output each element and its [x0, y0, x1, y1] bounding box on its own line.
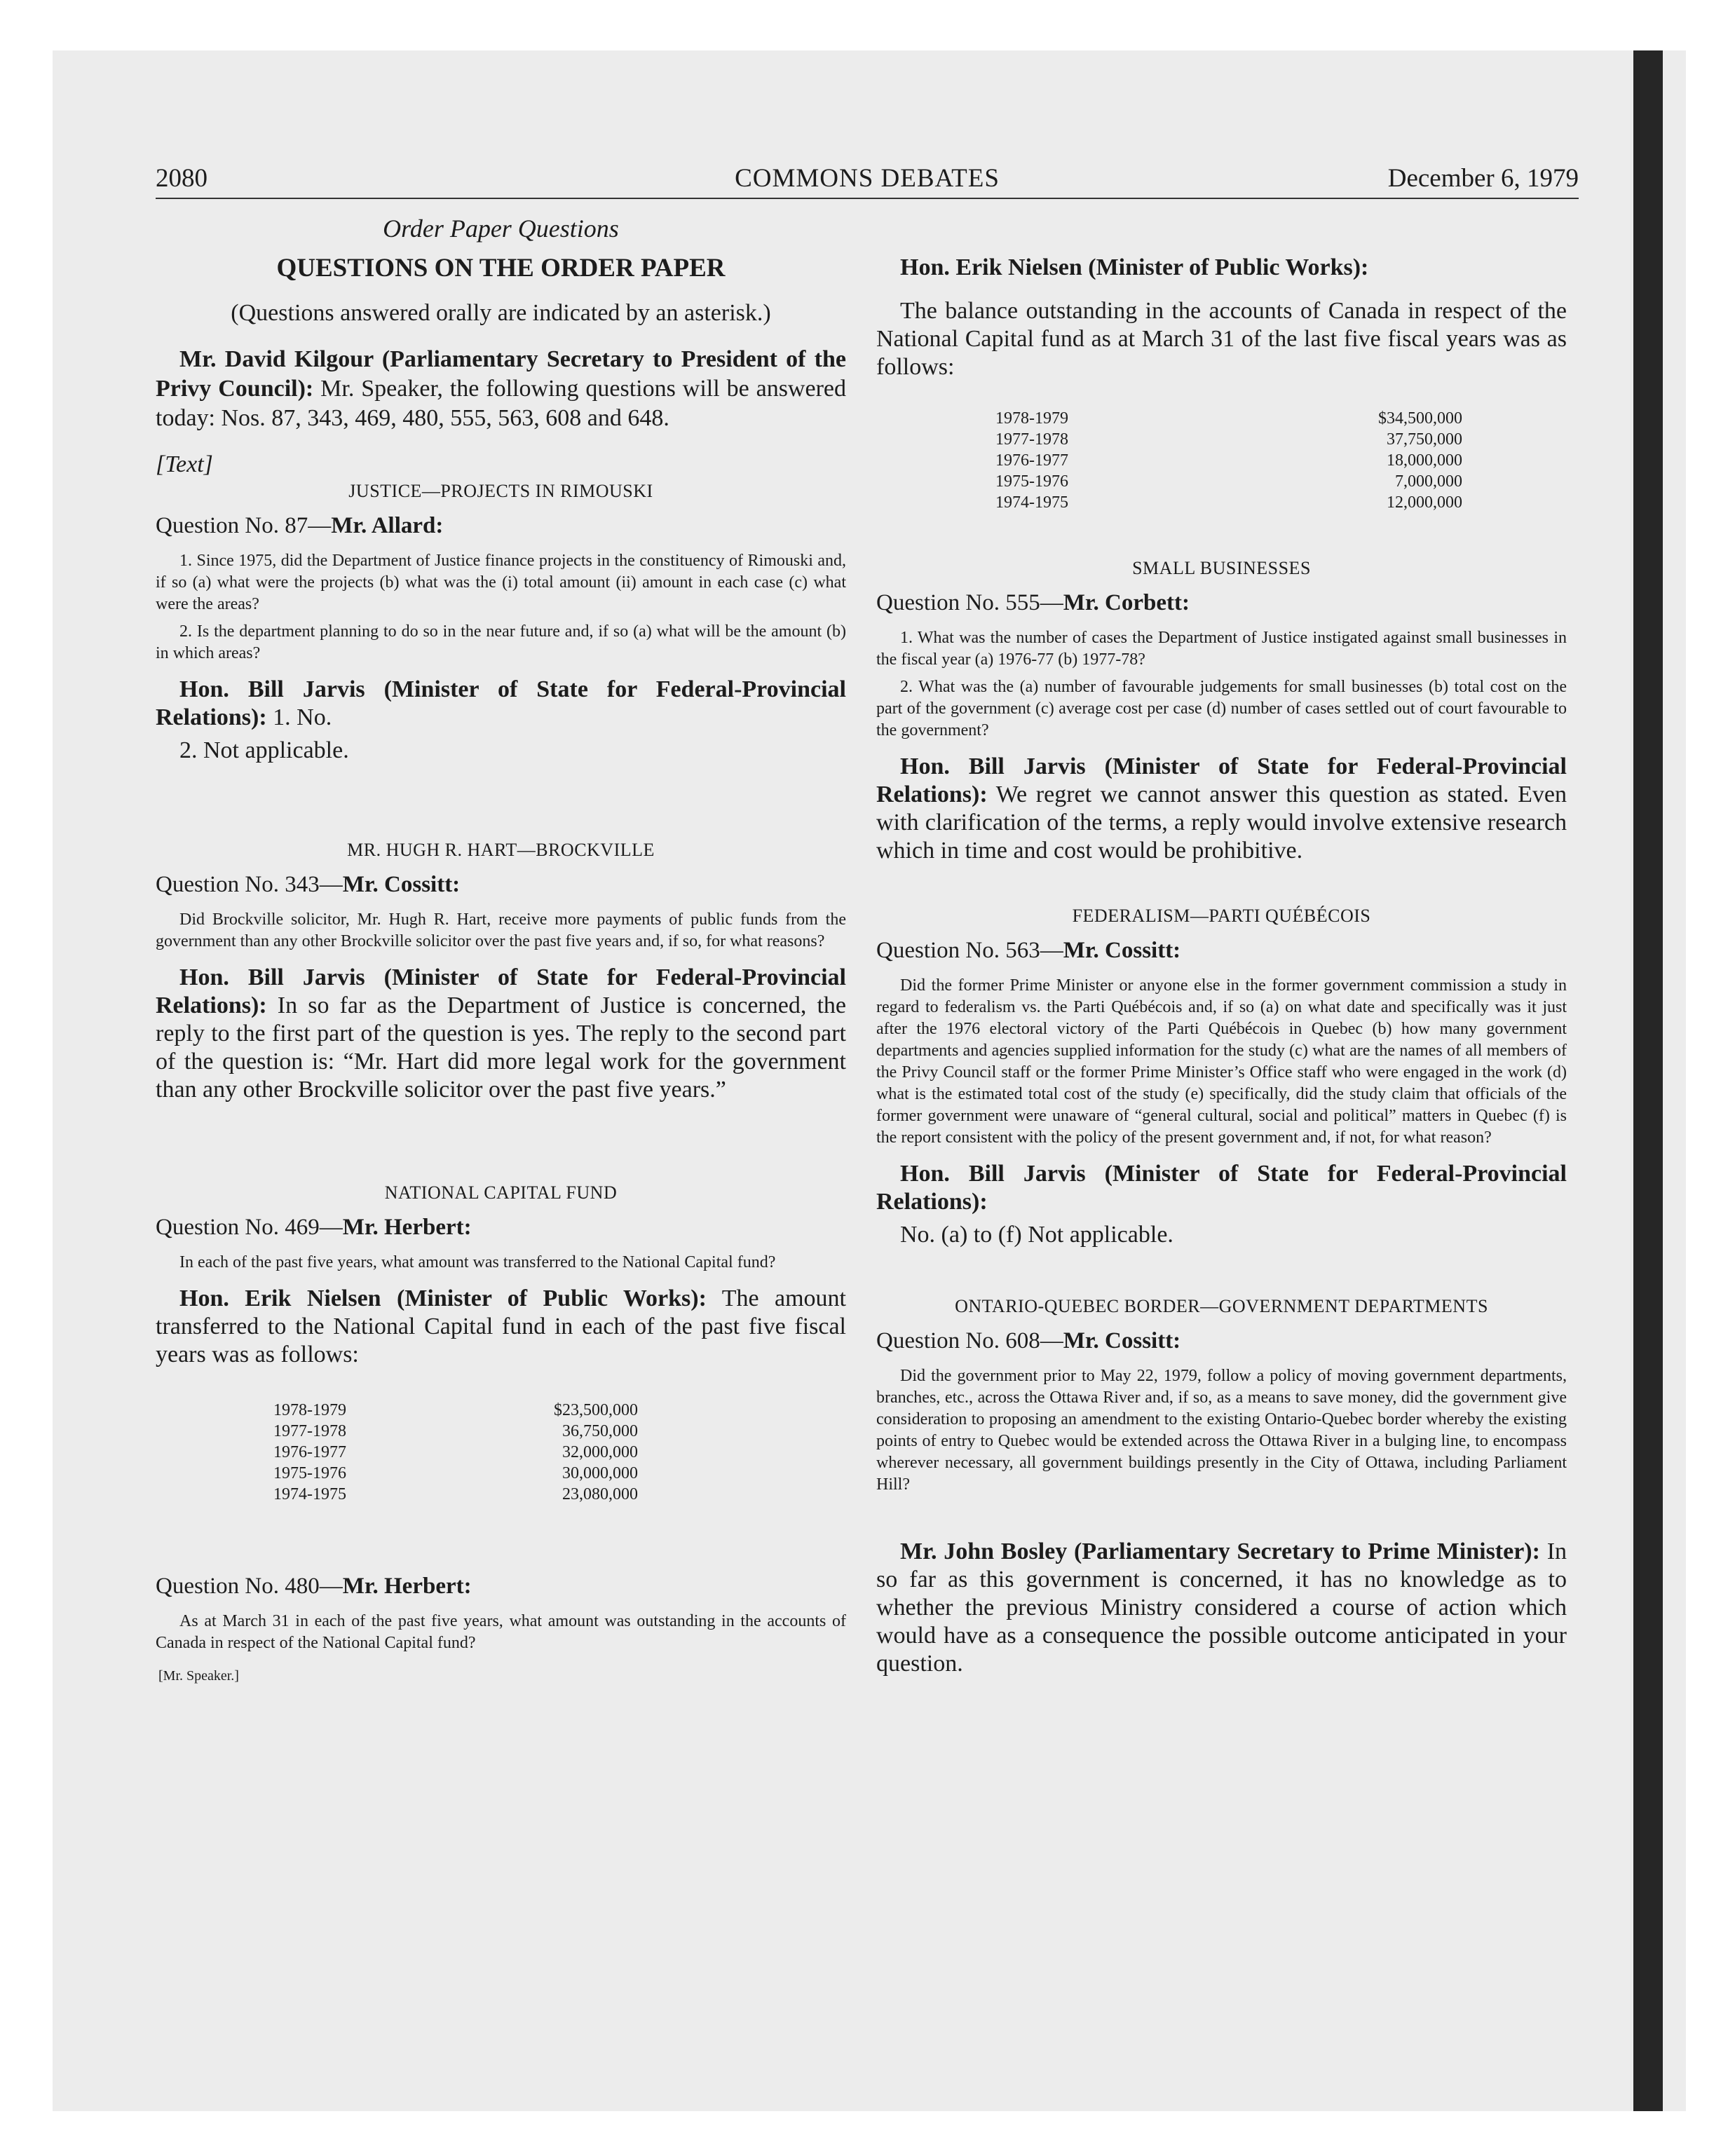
page-number: 2080 — [156, 164, 207, 193]
table-row — [273, 1463, 638, 1484]
table-cell-year: 1974-1975 — [995, 493, 1068, 512]
answer-speaker: Hon. Erik Nielsen (Minister of Public Works): — [900, 254, 1369, 280]
question-heading — [156, 1574, 846, 1599]
asterisk-note: (Questions answered orally are indicated by an asterisk.) — [231, 300, 771, 326]
speaker-tag: [Mr. Speaker.] — [158, 1668, 239, 1684]
answer-text: We regret we cannot answer this question as stated. Even with clarification of the terms, a reply would involve extensive research which in time and cost would be prohibitive. — [876, 782, 1567, 864]
answer-paragraph — [876, 1160, 1567, 1216]
table-row — [273, 1400, 638, 1421]
subject-heading: JUSTICE—PROJECTS IN RIMOUSKI — [348, 481, 653, 501]
table-row — [273, 1484, 638, 1505]
section-italic-heading: Order Paper Questions — [383, 214, 619, 243]
table-row — [995, 429, 1462, 450]
answer-text: 2. Not applicable. — [179, 737, 349, 763]
question-text: 2. Is the department planning to do so in the near future and, if so (a) what will be the amount (b) in which areas? — [156, 622, 846, 662]
table-cell-amount: 37,750,000 — [1387, 430, 1462, 449]
table-row — [995, 408, 1462, 429]
subject-heading: NATIONAL CAPITAL FUND — [384, 1182, 618, 1203]
question-asker: Mr. Allard: — [331, 513, 444, 538]
subject-heading: MR. HUGH R. HART—BROCKVILLE — [347, 840, 655, 860]
answer-text: The amount transferred to the National Capital fund in each of the past five fiscal years was as follows: — [156, 1285, 846, 1367]
table-cell-amount: 32,000,000 — [562, 1443, 638, 1461]
intro-paragraph — [156, 345, 846, 433]
answer-text: In so far as the Department of Justice is concerned, the reply to the first part of the question is yes. The reply to the second part of the question is: “Mr. Hart did more legal work for the government than any other Brockville solicitor over the past five years.” — [156, 992, 846, 1103]
intro-text: Mr. Speaker, the following questions will be answered today: Nos. 87, 343, 469, 480, 555, 563, 608 and 648. — [156, 376, 846, 431]
left-column — [156, 214, 846, 1684]
table-cell-amount: 23,080,000 — [562, 1485, 638, 1503]
question-asker: Mr. Herbert: — [342, 1215, 472, 1240]
question-heading — [156, 1215, 846, 1241]
question-text: As at March 31 in each of the past five years, what amount was outstanding in the accounts of Canada in respect of the National Capital fund? — [156, 1612, 846, 1652]
question-label: Question No. 555— — [876, 590, 1063, 615]
table-row — [273, 1442, 638, 1463]
fund-table — [273, 1400, 638, 1505]
question-heading — [876, 938, 1567, 964]
answer-paragraph — [156, 1285, 846, 1369]
table-cell-year: 1978-1979 — [273, 1401, 346, 1419]
question-asker: Mr. Herbert: — [342, 1574, 472, 1599]
answer-paragraph — [876, 753, 1567, 865]
table-cell-amount: $23,500,000 — [554, 1401, 638, 1419]
answer-speaker: Hon. Bill Jarvis (Minister of State for Federal-Provincial Relations): — [156, 676, 846, 730]
question-asker: Mr. Corbett: — [1063, 590, 1190, 615]
table-cell-year: 1977-1978 — [273, 1422, 346, 1440]
right-column — [876, 254, 1567, 1678]
table-cell-amount: $34,500,000 — [1378, 409, 1462, 428]
question-text: In each of the past five years, what amount was transferred to the National Capital fund? — [179, 1253, 776, 1271]
page-date: December 6, 1979 — [1387, 164, 1579, 193]
question-label: Question No. 87— — [156, 513, 332, 538]
text-tag: [Text] — [156, 451, 213, 477]
question-asker: Mr. Cossitt: — [1063, 938, 1181, 963]
scan-edge-shadow — [1633, 50, 1663, 2111]
question-heading — [156, 872, 846, 898]
question-text: Did the government prior to May 22, 1979, follow a policy of moving government departments, branches, etc., across the Ottawa River and, if so, as a means to save money, did the government give consideration to proposing an amendment to the existing Ontario-Quebec border whereby the existing points of entry to Quebec would be extended across the Ottawa River in a bulging line, to encompass wherever necessary, all government buildings presently in the City of Ottawa, including Parliament Hill? — [876, 1367, 1567, 1494]
section-title: QUESTIONS ON THE ORDER PAPER — [276, 254, 726, 282]
page-header — [156, 161, 1579, 199]
publication-title: COMMONS DEBATES — [735, 164, 1000, 193]
question-label: Question No. 608— — [876, 1328, 1063, 1353]
question-asker: Mr. Cossitt: — [1063, 1328, 1181, 1353]
table-cell-amount: 30,000,000 — [562, 1464, 638, 1482]
table-cell-amount: 12,000,000 — [1387, 493, 1462, 512]
answer-text: No. (a) to (f) Not applicable. — [900, 1222, 1173, 1248]
question-text: Did the former Prime Minister or anyone else in the former government commission a study in regard to federalism vs. the Parti Québécois and, if so (a) on what date and specifically was it just after the 1976 electoral victory of the Parti Québécois in Quebec (b) how many government departments and agencies supplied information for the study (c) what are the names of all members of the Privy Council staff or the former Prime Minister’s Office staff who were engaged in the work (d) what is the estimated total cost of the study (e) specifically, did the study claim that officials of the former government were unaware of “general cultural, social and political” matters in Quebec (f) is the report consistent with the policy of the present government and, if not, for what reason? — [876, 976, 1567, 1147]
question-text: Did Brockville solicitor, Mr. Hugh R. Hart, receive more payments of public funds from the government than any other Brockville solicitor over the past five years and, if so, for what reasons? — [156, 910, 846, 950]
question-heading — [876, 1328, 1567, 1354]
answer-speaker: Hon. Bill Jarvis (Minister of State for Federal-Provincial Relations): — [156, 964, 846, 1018]
question-label: Question No. 480— — [156, 1574, 343, 1599]
table-cell-year: 1977-1978 — [995, 430, 1068, 449]
question-heading — [156, 513, 846, 539]
table-cell-year: 1975-1976 — [273, 1464, 346, 1482]
table-cell-year: 1975-1976 — [995, 472, 1068, 491]
answer-speaker: Mr. John Bosley (Parliamentary Secretary to Prime Minister): — [900, 1538, 1540, 1564]
table-row — [995, 450, 1462, 471]
question-label: Question No. 343— — [156, 872, 343, 897]
subject-heading: FEDERALISM—PARTI QUÉBÉCOIS — [1072, 906, 1371, 926]
table-cell-year: 1976-1977 — [995, 451, 1068, 470]
subject-heading: SMALL BUSINESSES — [1132, 558, 1311, 578]
question-label: Question No. 469— — [156, 1215, 343, 1240]
table-row — [995, 492, 1462, 513]
table-cell-year: 1974-1975 — [273, 1485, 346, 1503]
question-text: 1. Since 1975, did the Department of Justice finance projects in the constituency of Rimouski and, if so (a) what were the projects (b) what was the (i) total amount (ii) amount in each case (c) what were the areas? — [156, 552, 846, 613]
table-cell-year: 1976-1977 — [273, 1443, 346, 1461]
answer-text: 1. No. — [273, 704, 332, 730]
question-text: 1. What was the number of cases the Department of Justice instigated against small businesses in the fiscal year (a) 1976-77 (b) 1977-78? — [876, 629, 1567, 669]
table-row — [273, 1421, 638, 1442]
answer-paragraph — [156, 964, 846, 1104]
fund-table — [995, 408, 1462, 513]
table-cell-amount: 36,750,000 — [562, 1422, 638, 1440]
intro-speaker: Mr. David Kilgour (Parliamentary Secretary to President of the Privy Council): — [156, 346, 846, 402]
question-label: Question No. 563— — [876, 938, 1063, 963]
table-cell-amount: 18,000,000 — [1387, 451, 1462, 470]
answer-speaker: Hon. Erik Nielsen (Minister of Public Works): — [179, 1285, 707, 1311]
question-text: 2. What was the (a) number of favourable judgements for small businesses (b) total cost on the part of the government (c) average cost per case (d) number of cases settled out of court favourable to the government? — [876, 678, 1567, 739]
table-cell-year: 1978-1979 — [995, 409, 1068, 428]
answer-paragraph — [876, 254, 1567, 282]
answer-text: In so far as this government is concerned, it has no knowledge as to whether the previous Ministry considered a course of action which would have as a consequence the possible outcome anticipated in your question. — [876, 1538, 1567, 1677]
table-cell-amount: 7,000,000 — [1395, 472, 1462, 491]
answer-paragraph — [876, 1538, 1567, 1678]
answer-speaker: Hon. Bill Jarvis (Minister of State for Federal-Provincial Relations): — [876, 753, 1567, 807]
question-heading — [876, 590, 1567, 616]
answer-speaker: Hon. Bill Jarvis (Minister of State for Federal-Provincial Relations): — [876, 1161, 1567, 1215]
answer-text: The balance outstanding in the accounts of Canada in respect of the National Capital fund as at March 31 of the last five fiscal years was as follows: — [876, 298, 1567, 380]
subject-heading: ONTARIO-QUEBEC BORDER—GOVERNMENT DEPARTMENTS — [955, 1296, 1488, 1316]
question-asker: Mr. Cossitt: — [342, 872, 461, 897]
answer-paragraph — [156, 676, 846, 732]
table-row — [995, 471, 1462, 492]
